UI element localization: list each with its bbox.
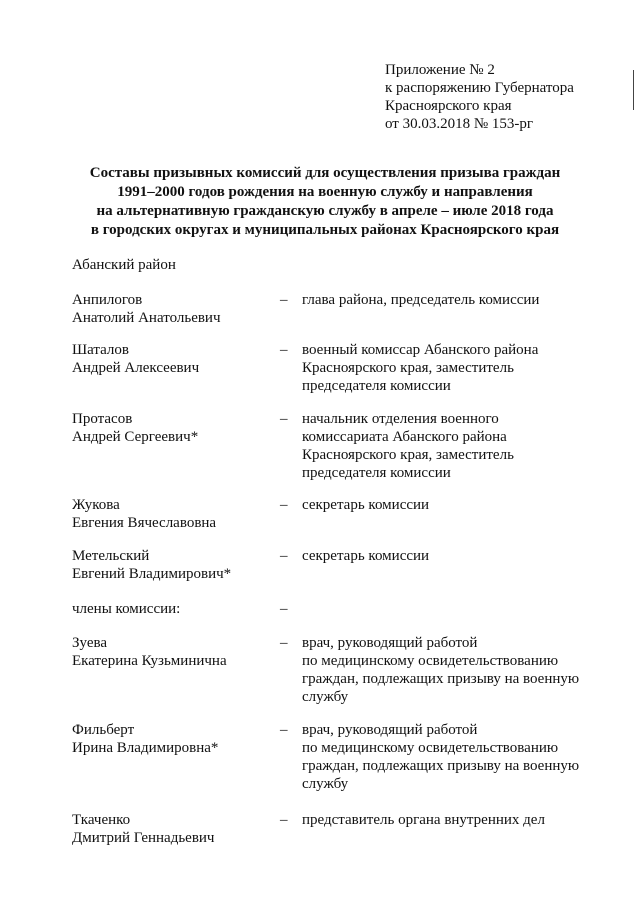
document-title (60, 164, 590, 240)
dash-separator: – (280, 635, 288, 651)
role-line: граждан, подлежащих призыву на военную (302, 671, 580, 687)
member-name (72, 291, 221, 327)
member-name (72, 410, 198, 446)
members-heading: члены комиссии: (72, 601, 181, 617)
role-line: Красноярского края, заместитель (302, 447, 514, 463)
member-given-name: Андрей Алексеевич (72, 360, 200, 376)
role-line: представитель органа внутренних дел (302, 812, 545, 828)
role-line: врач, руководящий работой (302, 722, 478, 738)
member-role (302, 496, 429, 514)
appendix-date: от 30.03.2018 № 153-рг (385, 116, 534, 132)
role-line: Красноярского края, заместитель (302, 360, 514, 376)
member-given-name: Екатерина Кузьминична (72, 653, 227, 669)
member-name (72, 634, 227, 670)
role-line: комиссариата Абанского района (302, 429, 507, 445)
member-surname: Шаталов (72, 342, 129, 358)
dash-separator: – (280, 601, 288, 617)
dash-separator: – (280, 292, 288, 308)
role-line: службу (302, 776, 349, 792)
member-surname: Метельский (72, 548, 150, 564)
role-line: врач, руководящий работой (302, 635, 478, 651)
member-name (72, 341, 199, 377)
role-line: глава района, председатель комиссии (302, 292, 540, 308)
member-surname: Анпилогов (72, 292, 143, 308)
member-role (302, 291, 539, 309)
member-role (302, 634, 579, 706)
dash-separator: – (280, 548, 288, 564)
member-name (72, 721, 218, 757)
member-name (72, 496, 216, 532)
member-given-name: Анатолий Анатольевич (72, 310, 221, 326)
dash-separator: – (280, 812, 288, 828)
dash-separator: – (280, 722, 288, 738)
scan-edge-mark (633, 70, 634, 110)
member-surname: Ткаченко (72, 812, 131, 828)
appendix-reference: к распоряжению Губернатора (385, 80, 574, 96)
member-given-name: Дмитрий Геннадьевич (72, 830, 215, 846)
member-given-name: Евгений Владимирович* (72, 566, 232, 582)
dash-separator: – (280, 497, 288, 513)
role-line: секретарь комиссии (302, 548, 430, 564)
title-line: 1991–2000 годов рождения на военную службу и направления (117, 184, 533, 200)
member-role (302, 341, 538, 395)
role-line: службу (302, 689, 349, 705)
appendix-block (385, 61, 574, 133)
role-line: по медицинскому освидетельствованию (302, 653, 559, 669)
member-surname: Жукова (72, 497, 120, 513)
member-role (302, 547, 429, 565)
title-line: Составы призывных комиссий для осуществления призыва граждан (89, 165, 561, 181)
member-role (302, 721, 579, 793)
dash-separator: – (280, 342, 288, 358)
appendix-region: Красноярского края (385, 98, 512, 114)
role-line: председателя комиссии (302, 378, 451, 394)
dash-separator: – (280, 411, 288, 427)
member-surname: Фильберт (72, 722, 135, 738)
member-role (302, 410, 514, 482)
appendix-number: Приложение № 2 (385, 62, 495, 78)
member-name (72, 547, 231, 583)
role-line: военный комиссар Абанского района (302, 342, 539, 358)
district-heading: Абанский район (72, 257, 176, 273)
role-line: председателя комиссии (302, 465, 451, 481)
role-line: граждан, подлежащих призыву на военную (302, 758, 580, 774)
role-line: секретарь комиссии (302, 497, 430, 513)
title-line: на альтернативную гражданскую службу в апреле – июле 2018 года (96, 203, 554, 219)
member-surname: Протасов (72, 411, 133, 427)
title-line: в городских округах и муниципальных районах Красноярского края (90, 222, 560, 238)
member-name (72, 811, 214, 847)
member-given-name: Андрей Сергеевич* (72, 429, 199, 445)
member-given-name: Ирина Владимировна* (72, 740, 219, 756)
role-line: по медицинскому освидетельствованию (302, 740, 559, 756)
member-role (302, 811, 545, 829)
role-line: начальник отделения военного (302, 411, 499, 427)
member-surname: Зуева (72, 635, 108, 651)
member-given-name: Евгения Вячеславовна (72, 515, 217, 531)
